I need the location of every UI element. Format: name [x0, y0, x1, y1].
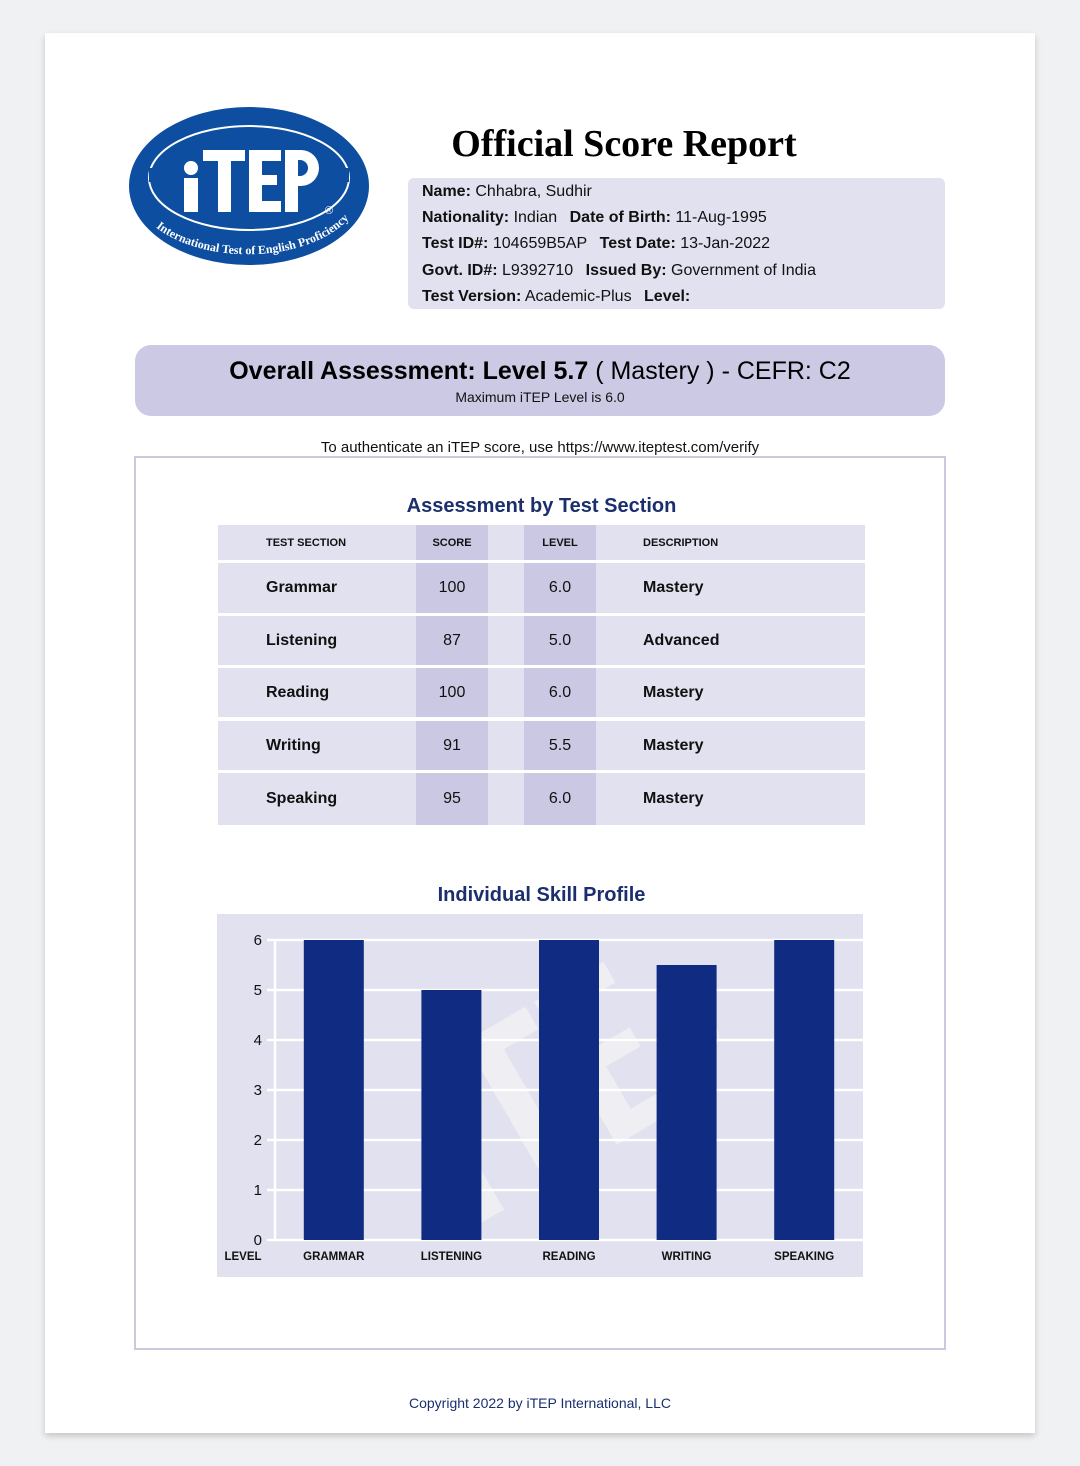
y-axis-ticks — [254, 932, 262, 1249]
test-id-label: Test ID#: — [422, 235, 489, 252]
header-description: DESCRIPTION — [643, 536, 719, 549]
assessment-title: Assessment by Test Section — [406, 495, 677, 517]
section-level: 6.0 — [548, 790, 572, 807]
header-level: LEVEL — [542, 536, 578, 549]
test-date-value: 13-Jan-2022 — [680, 235, 771, 252]
section-name: Grammar — [266, 579, 338, 596]
chart-title: Individual Skill Profile — [437, 884, 646, 906]
section-description: Advanced — [643, 631, 720, 649]
section-name: Reading — [266, 683, 330, 701]
version-value: Academic-Plus — [524, 288, 632, 305]
section-score: 100 — [438, 683, 466, 701]
y-tick-label: 0 — [253, 1232, 262, 1249]
x-tick-label: SPEAKING — [774, 1251, 835, 1263]
header-score: SCORE — [432, 536, 472, 549]
bar-listening — [421, 990, 481, 1240]
section-description: Mastery — [643, 736, 704, 754]
itep-logo — [125, 104, 373, 268]
section-score: 87 — [443, 631, 461, 649]
govt-id-label: Govt. ID#: — [422, 262, 498, 279]
y-tick-label: 3 — [253, 1082, 262, 1099]
section-name: Writing — [266, 736, 321, 754]
govt-id-value: L9392710 — [502, 262, 574, 279]
table-row — [218, 668, 865, 717]
bar-reading — [539, 940, 599, 1240]
section-score: 91 — [443, 736, 461, 754]
table-row — [218, 773, 865, 825]
test-id-value: 104659B5AP — [492, 235, 588, 252]
test-id-line — [422, 234, 770, 254]
x-tick-label: WRITING — [661, 1251, 712, 1263]
overall-level: Overall Assessment: Level 5.7 — [229, 357, 589, 385]
level-label: Level: — [644, 288, 691, 305]
section-description: Mastery — [643, 683, 704, 701]
bar-writing — [657, 965, 717, 1240]
verify-note: To authenticate an iTEP score, use https://www.iteptest.com/verify — [320, 439, 760, 456]
y-axis-label: LEVEL — [224, 1251, 262, 1263]
section-name: Speaking — [266, 790, 338, 807]
table-row — [218, 721, 865, 770]
table-row — [218, 616, 865, 665]
nationality-label: Nationality: — [422, 209, 510, 226]
section-level: 5.0 — [548, 631, 572, 649]
y-tick-label: 4 — [253, 1032, 262, 1049]
bar-grammar — [304, 940, 364, 1240]
candidate-info-box — [408, 178, 945, 309]
y-tick-label: 6 — [253, 932, 262, 949]
issued-by-label: Issued By: — [585, 262, 667, 279]
dob-value: 11-Aug-1995 — [675, 209, 767, 226]
version-label: Test Version: — [422, 288, 522, 305]
nationality-value: Indian — [513, 209, 558, 226]
version-line — [422, 287, 690, 307]
section-description: Mastery — [643, 790, 704, 807]
max-level-note: Maximum iTEP Level is 6.0 — [455, 389, 625, 405]
bar-speaking — [774, 940, 834, 1240]
dob-label: Date of Birth: — [569, 209, 671, 226]
section-score: 95 — [443, 790, 461, 807]
nationality-line — [422, 208, 767, 228]
section-description: Mastery — [643, 579, 704, 596]
overall-assessment — [135, 357, 945, 386]
x-tick-label: READING — [542, 1251, 596, 1263]
table-header — [218, 525, 865, 560]
overall-assessment-box — [135, 345, 945, 416]
skill-profile-chart — [217, 914, 863, 1277]
section-name: Listening — [266, 631, 338, 649]
x-tick-label: LISTENING — [420, 1251, 483, 1263]
table-row — [218, 563, 865, 613]
section-level: 6.0 — [548, 683, 572, 701]
name-label: Name: — [422, 183, 471, 200]
name-line — [422, 182, 592, 202]
registered-mark-icon: ® — [325, 205, 334, 217]
x-axis-labels — [303, 1251, 834, 1263]
x-tick-label: GRAMMAR — [303, 1251, 365, 1263]
y-tick-label: 5 — [253, 982, 262, 999]
section-level: 6.0 — [548, 579, 572, 596]
issued-by-value: Government of India — [671, 262, 816, 279]
y-tick-label: 1 — [253, 1182, 262, 1199]
govt-id-line — [422, 261, 816, 281]
copyright: Copyright 2022 by iTEP International, LLC — [408, 1395, 671, 1411]
overall-description: ( Mastery ) - CEFR: C2 — [595, 357, 851, 385]
section-score: 100 — [438, 579, 466, 596]
header-test-section: TEST SECTION — [266, 536, 347, 549]
skill-profile-chart-svg — [217, 914, 863, 1277]
test-date-label: Test Date: — [599, 235, 676, 252]
logo-tagline: International Test of English Proficiency — [154, 210, 352, 258]
page-title: Official Score Report — [451, 123, 797, 165]
section-level: 5.5 — [548, 736, 572, 754]
y-tick-label: 2 — [253, 1132, 262, 1149]
candidate-name: Chhabra, Sudhir — [475, 183, 592, 200]
